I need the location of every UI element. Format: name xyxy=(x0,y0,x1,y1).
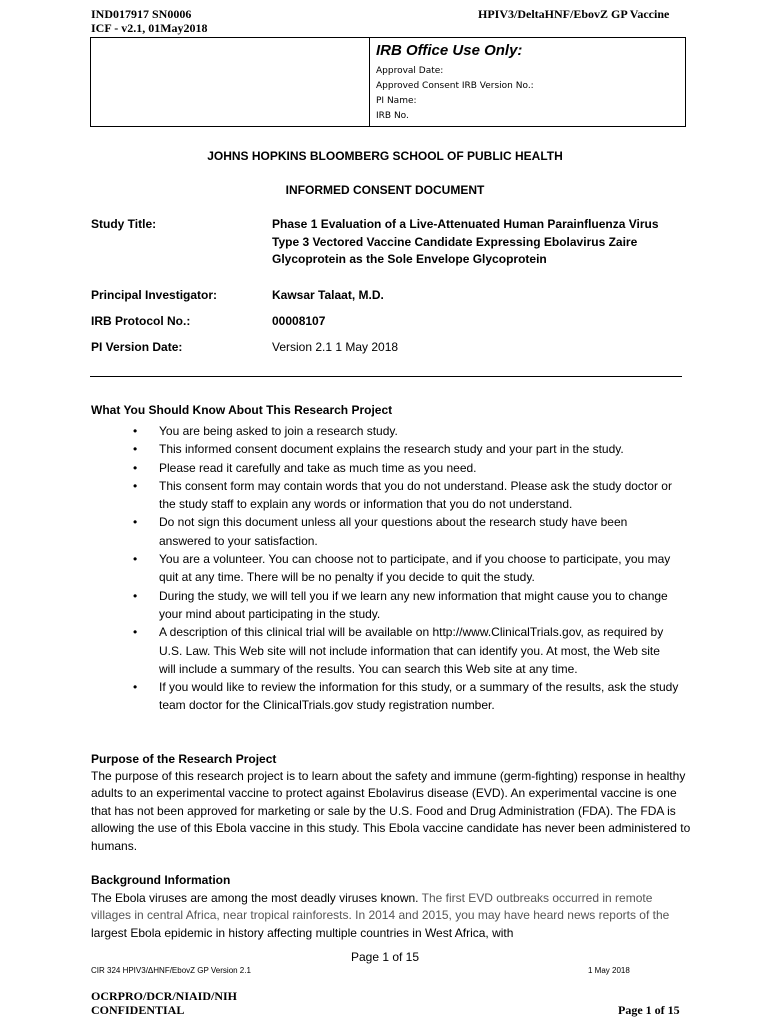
purpose-paragraph: The purpose of this research project is to learn about the safety and immune (germ-fighting) response in healthy adults to an experimental vaccine to protect against Ebolavirus disease (EVD). An experimental vaccine is one that has not been approved for marketing or sale by the U.S. Food and Drug Administration (FDA). The FDA is allowing the use of this Ebola vaccine in this study. This Ebola vaccine candidate has never been administered to humans. xyxy=(91,769,691,853)
protocol-label: IRB Protocol No.: xyxy=(91,314,191,328)
list-item: • You are being asked to join a research study. xyxy=(0,422,679,440)
org-name: OCRPRO/DCR/NIAID/NIH xyxy=(91,989,238,1003)
irb-approval-date: Approval Date: xyxy=(376,66,444,76)
page-number-right: Page 1 of 15 xyxy=(618,1003,680,1017)
list-item: • During the study, we will tell you if we learn any new information that might cause you to change your mind about participating in the study. xyxy=(133,588,668,621)
pi-value: Kawsar Talaat, M.D. xyxy=(272,288,384,302)
study-title-line: Glycoprotein as the Sole Envelope Glycoprotein xyxy=(272,252,547,266)
study-title-line: Phase 1 Evaluation of a Live-Attenuated Human Parainfluenza Virus xyxy=(272,217,659,231)
header-vaccine-name: HPIV3/DeltaHNF/EbovZ GP Vaccine xyxy=(478,7,670,21)
irb-office-title: IRB Office Use Only: xyxy=(376,42,523,59)
header-doc-id: IND017917 SN0006 xyxy=(91,7,192,21)
cir-date: 1 May 2018 xyxy=(588,966,630,975)
list-item: • This consent form may contain words that you do not understand. Please ask the study doctor or the study staff to explain any words or information that you do not understand. xyxy=(133,478,672,512)
bullet-icon: • xyxy=(133,515,138,530)
list-item: • You are a volunteer. You can choose not to participate, and if you choose to participate, you may quit at any time. There will be no penalty if you decide to quit the study. xyxy=(133,552,671,585)
bullet-icon: • xyxy=(133,478,138,493)
bullet-icon: • xyxy=(133,588,138,603)
document-title: INFORMED CONSENT DOCUMENT xyxy=(285,183,485,197)
background-paragraph: The Ebola viruses are among the most deadly viruses known. The first EVD outbreaks occurred in remote villages in central Africa, near tropical rainforests. In 2014 and 2015, you may have heard news reports of the largest Ebola epidemic in history affecting multiple countries in West Africa, with xyxy=(91,891,670,940)
list-item: • A description of this clinical trial will be available on http://www.ClinicalTrials.gov, as required by U.S. Law. This Web site will not include information that can identify you. At most, the Web site will include a summary of the results. You can search this Web site at any time. xyxy=(133,625,664,676)
study-title-line: Type 3 Vectored Vaccine Candidate Expressing Ebolavirus Zaire xyxy=(272,234,638,249)
irb-box-divider xyxy=(369,38,370,126)
pi-label: Principal Investigator: xyxy=(91,288,218,302)
bullet-icon: • xyxy=(133,460,138,475)
header-icf-version: ICF - v2.1, 01May2018 xyxy=(91,21,208,35)
section-divider xyxy=(90,376,682,377)
confidential-label: CONFIDENTIAL xyxy=(91,1003,185,1017)
background-heading: Background Information xyxy=(91,873,231,887)
know-bullet-list xyxy=(0,422,690,715)
list-item: • Do not sign this document unless all your questions about the research study have been answered to your satisfaction. xyxy=(133,515,628,548)
list-item: • Please read it carefully and take as much time as you need. xyxy=(0,459,679,477)
study-title-label: Study Title: xyxy=(91,217,157,231)
school-name: JOHNS HOPKINS BLOOMBERG SCHOOL OF PUBLIC HEALTH xyxy=(207,149,563,163)
study-title-value xyxy=(272,216,682,269)
version-date-value: Version 2.1 1 May 2018 xyxy=(272,340,399,354)
list-item: • This informed consent document explains the research study and your part in the study. xyxy=(0,440,679,458)
irb-number: IRB No. xyxy=(376,111,409,121)
protocol-value: 00008107 xyxy=(272,314,326,328)
list-item: • If you would like to review the information for this study, or a summary of the results, ask the study team doctor for the ClinicalTrials.gov study registration number. xyxy=(133,680,679,713)
page-number-center: Page 1 of 15 xyxy=(350,950,420,964)
bullet-icon: • xyxy=(133,625,138,640)
bullet-icon: • xyxy=(133,552,138,567)
bullet-icon: • xyxy=(133,680,138,695)
cir-version: CIR 324 HPIV3/ΔHNF/EbovZ GP Version 2.1 xyxy=(91,966,251,975)
know-heading: What You Should Know About This Research Project xyxy=(91,403,393,417)
bullet-icon: • xyxy=(133,442,138,457)
bullet-icon: • xyxy=(133,424,138,438)
irb-consent-version: Approved Consent IRB Version No.: xyxy=(376,81,534,91)
version-date-label: PI Version Date: xyxy=(91,340,183,354)
purpose-heading: Purpose of the Research Project xyxy=(91,752,277,766)
irb-pi-name: PI Name: xyxy=(376,96,417,106)
